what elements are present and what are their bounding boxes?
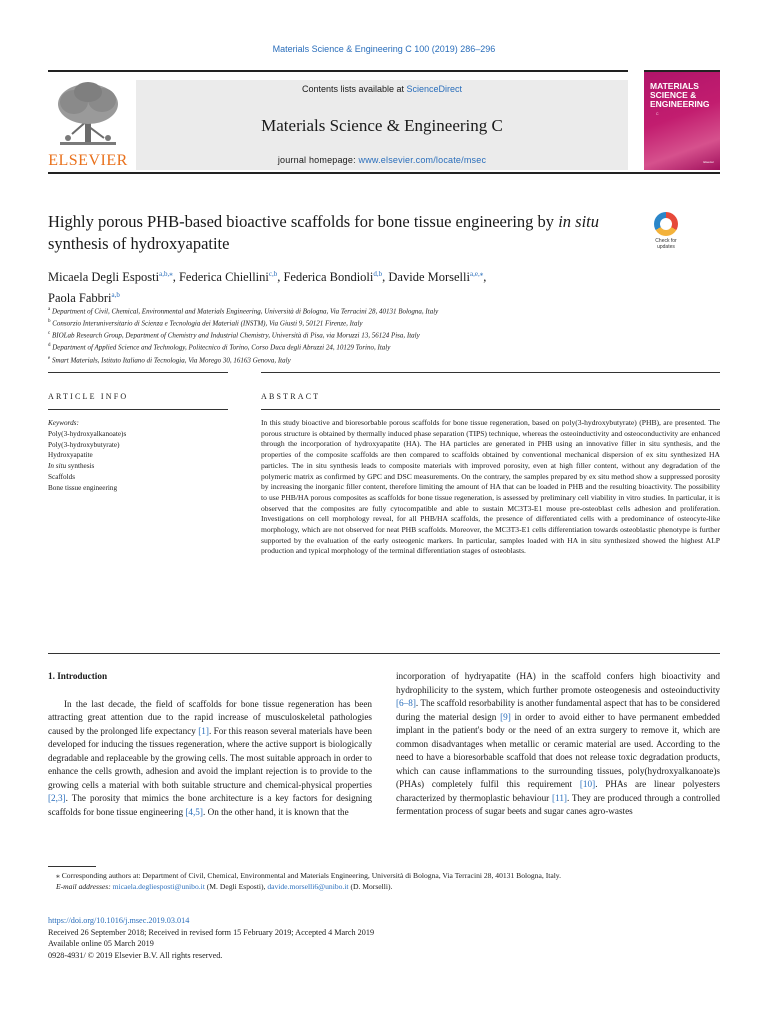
sciencedirect-link[interactable]: ScienceDirect: [406, 84, 463, 94]
doi-link[interactable]: https://doi.org/10.1016/j.msec.2019.03.014: [48, 916, 190, 925]
reference-link-6-8[interactable]: [6–8]: [396, 698, 416, 708]
available-online: Available online 05 March 2019: [48, 939, 154, 949]
intro-paragraph-continued: [396, 670, 720, 819]
journal-masthead: [48, 70, 628, 170]
homepage-line: [136, 136, 628, 165]
author-affiliation-marker[interactable]: a,b,⁎: [159, 270, 173, 278]
author-list: [48, 265, 720, 307]
email-line: [48, 881, 720, 892]
journal-title: Materials Science & Engineering C: [261, 116, 503, 135]
affiliation-text: Department of Civil, Chemical, Environmental and Materials Engineering, Università di Bologna, Via Terracini 28, 40131 Bologna, Italy: [51, 307, 439, 316]
journal-reference[interactable]: Materials Science & Engineering C 100 (2019) 286–296: [272, 44, 496, 54]
author-affiliation-marker[interactable]: c,b: [268, 270, 278, 278]
reference-link-4-5[interactable]: [4,5]: [185, 806, 203, 817]
affiliation-text: Consorzio Interuniversitario di Scienza e Tecnologia dei Materiali (INSTM), Via Giusti 9, 50121 Firenze, Italy: [52, 319, 363, 328]
cover-title: MATERIALS SCIENCE & ENGINEERING: [650, 81, 710, 109]
affiliation-marker: b: [48, 319, 51, 325]
received-dates: Received 26 September 2018; Received in revised form 15 February 2019; Accepted 4 March 2019: [48, 927, 375, 937]
intro-text-3: . The porosity that mimics the bone architecture is a key factors for designing scaffolds for bone tissue engineering: [48, 793, 372, 817]
affiliation-item: [48, 317, 720, 329]
abstract-rule-top: [261, 372, 720, 373]
keyword-item: Poly(3-hydroxyalkanoate)s: [48, 429, 127, 438]
author-separator: ,: [277, 270, 284, 285]
affiliation-item: [48, 305, 720, 317]
author-name[interactable]: Micaela Degli Esposti: [48, 270, 160, 285]
email-link-morselli[interactable]: davide.morselli6@unibo.it: [267, 882, 349, 891]
contents-line: [136, 80, 628, 94]
reference-link-9[interactable]: [9]: [500, 711, 511, 722]
author-name[interactable]: Paola Fabbri: [48, 291, 112, 306]
intro-text-1: In the last decade, the field of scaffolds for bone tissue regeneration has been attracting great attention due to the rapid increase of musculoskeletal pathologies caused by the prolonged life expectancy: [48, 698, 372, 736]
elsevier-tree-icon: [48, 80, 128, 152]
affiliation-text: Department of Applied Science and Technology, Politecnico di Torino, Corso Duca degli Abruzzi 24, 10129 Torino, Italy: [52, 343, 391, 352]
article-info-rule: [48, 409, 228, 410]
affiliation-marker: d: [48, 343, 51, 349]
homepage-prefix: journal homepage:: [277, 155, 359, 165]
affiliation-marker: e: [48, 355, 51, 361]
abstract-text: In this study bioactive and bioresorbable porous scaffolds for bone tissue regeneration, based on poly(3-hydroxybutyrate) (PHB), are presented. The porous structure is obtained by thermally induced phase separation (TIPS) technique, whereas the osteoinductivity and osteoconductivity are enhanced through the incorporation of hydroxyapatite (HA). The HA particles are generated in PHB using an innovative filler in situ synthesis, and the properties of the composite scaffolds are then compared to scaffolds obtained by conventional mechanical dispersion of ex situ synthesized HA particles. The in situ synthesis leads to composite materials with improved porosity, even at high filler content, without any degradation of the polymeric matrix as confirmed by GPC and DSC measurements. On the contrary, the samples prepared by ex situ method show a suppressed porosity by increasing the inorganic filler content, therefore limiting the amount of HA that can be loaded in PHB and the resulting bioactivity. The possibility to use PHB/HA porous composites as scaffolds for bone tissue regeneration, is assessed by preliminary cell viability in vitro studies. In particular, it is observed that the composites are fully cytocompatible and able to sustain MC3T3-E1 mouse pre-osteoblast cells adhesion and proliferation. Investigations on cell morphology reveal, for all PHB/HA scaffolds, the presence of differentiated cells with a predominance of osteocyte-like morphology, which are not observed for neat PHB scaffolds. Moreover, the MC3T3-E1 cells differentiation towards osteoblastic phenotype is further supported by the evaluation of the early osteogenic markers. In particular, samples loaded with HA in situ synthesized showed the highest ALP production and typical morphology of the terminal differentiation stages of osteoblasts.: [261, 418, 720, 556]
author-name[interactable]: Federica Bondioli: [283, 270, 374, 285]
reference-link-2-3[interactable]: [2,3]: [48, 793, 66, 803]
abstract-rule: [261, 409, 720, 410]
keyword-item: Poly(3-hydroxybutyrate): [48, 440, 120, 449]
affiliation-marker: c: [48, 331, 51, 337]
author-name[interactable]: Davide Morselli: [388, 270, 470, 285]
intro-paragraph: [48, 698, 372, 820]
col2-text-3: in order to avoid either to have permanent embedded implant in the patient's body or the need of an extra surgery to remove it, which are common disadvantages when metallic or ceramic material are used. According to the need to have a bioresorbable scaffold that does not release toxic degradation products, which can cause inflammations to the surrounding tissues, poly(hydroxyalkanoate)s (PHAs) completely fulfil this requirement: [396, 711, 721, 789]
cover-subtitle: C: [656, 112, 659, 116]
intro-text-4: . On the other hand, it is known that the: [202, 806, 349, 817]
title-italic: in situ: [558, 212, 599, 231]
author-affiliation-marker[interactable]: a,e,⁎: [469, 270, 484, 278]
masthead-banner: [136, 80, 628, 170]
author-name[interactable]: Federica Chiellini: [178, 270, 269, 285]
publication-info: [48, 915, 720, 961]
col2-text-2: . The scaffold resorbability is another fundamental aspect that has to be considered during the material design: [396, 698, 720, 722]
email-link-degli-esposti[interactable]: micaela.degliesposti@unibo.it: [112, 882, 205, 891]
author-separator: ,: [172, 270, 179, 285]
check-for-updates-icon: [654, 212, 678, 236]
affiliation-text: Smart Materials, Istituto Italiano di Tecnologia, Via Morego 30, 16163 Genova, Italy: [51, 355, 291, 364]
corresponding-author-note: ⁎ Corresponding authors at: Department of Civil, Chemical, Environmental and Materials Engineering, Università di Bologna, Via Terracini 28, 40131 Bologna, Italy.: [56, 871, 562, 880]
article-title: [48, 211, 638, 255]
abstract-label: ABSTRACT: [261, 392, 321, 401]
check-for-updates-label: Check for updates: [655, 238, 677, 250]
affiliation-item: [48, 341, 720, 353]
keyword-list: [48, 429, 228, 494]
body-column-left: [48, 670, 372, 819]
reference-link-1[interactable]: [1]: [198, 725, 209, 736]
reference-link-10[interactable]: [10]: [579, 779, 596, 789]
copyright-line: 0928-4931/ © 2019 Elsevier B.V. All rights reserved.: [48, 950, 223, 960]
title-part-2: synthesis of hydroxyapatite: [48, 234, 230, 253]
title-part-1: Highly porous PHB-based bioactive scaffolds for bone tissue engineering by: [48, 212, 559, 231]
article-info-label: ARTICLE INFO: [48, 392, 129, 401]
keyword-item: In situ synthesis: [48, 462, 95, 471]
affiliation-list: [48, 305, 720, 366]
body-column-right: [396, 670, 720, 819]
keyword-item: Hydroxyapatite: [48, 451, 93, 460]
article-info-rule-top: [48, 372, 228, 373]
cover-foot: Elsevier: [703, 160, 714, 164]
footnote-rule: [48, 866, 96, 867]
col2-text-5: . They are produced through a controlled fermentation process of sugar beets and sugar canes agro-wastes: [396, 792, 720, 816]
affiliation-item: [48, 329, 720, 341]
intro-text-2: . For this reason several materials have been developed for inducing the tissues regeneration, where the active support is biologically degradable and replaceable by the growing cells. The most suitable approach in order to enhance the cells growth, adhesion and avoid the implant rejection is to provide to the growing cells a material with both suitable structure and chemical-physical properties: [48, 725, 372, 790]
masthead-divider: [48, 172, 720, 174]
footnotes: [48, 870, 720, 892]
keywords-block: [48, 418, 228, 494]
col2-text-4: . PHAs are linear polyesters characterized by thermoplastic behaviour: [396, 779, 720, 803]
col2-text-1: incorporation of hydryapatite (HA) in the scaffold confers high bioactivity and hydrophilicity to the system, which further promote osteogenesis and osteoinductivity: [396, 671, 720, 695]
journal-cover[interactable]: [644, 70, 720, 170]
email-owner-1: (M. Degli Esposti),: [204, 882, 268, 891]
affiliation-marker: a: [48, 307, 51, 312]
reference-link-11[interactable]: [11]: [552, 792, 567, 803]
elsevier-logo[interactable]: [48, 80, 128, 170]
journal-homepage-link[interactable]: www.elsevier.com/locate/msec: [358, 155, 487, 165]
author-separator: ,: [382, 270, 389, 285]
publisher-name: ELSEVIER: [48, 152, 128, 169]
email-owner-2: (D. Morselli).: [348, 882, 393, 891]
author-affiliation-marker[interactable]: a,b: [111, 291, 120, 300]
abstract-bottom-rule: [48, 653, 720, 654]
keyword-item: Bone tissue engineering: [48, 483, 118, 492]
author-affiliation-marker[interactable]: d,b: [373, 270, 383, 278]
affiliation-item: [48, 354, 720, 366]
keyword-item: Scaffolds: [48, 472, 76, 481]
check-for-updates-badge[interactable]: [648, 212, 684, 256]
section-heading-introduction: 1. Introduction: [48, 671, 108, 681]
contents-prefix: Contents lists available at: [301, 84, 407, 94]
affiliation-text: BIOLab Research Group, Department of Chemistry and Industrial Chemistry, Università di Pisa, via Moruzzi 13, 56124 Pisa, Italy: [51, 331, 420, 340]
author-separator: ,: [483, 270, 487, 285]
keywords-label: Keywords:: [48, 419, 79, 427]
email-label: E-mail addresses:: [56, 882, 111, 891]
